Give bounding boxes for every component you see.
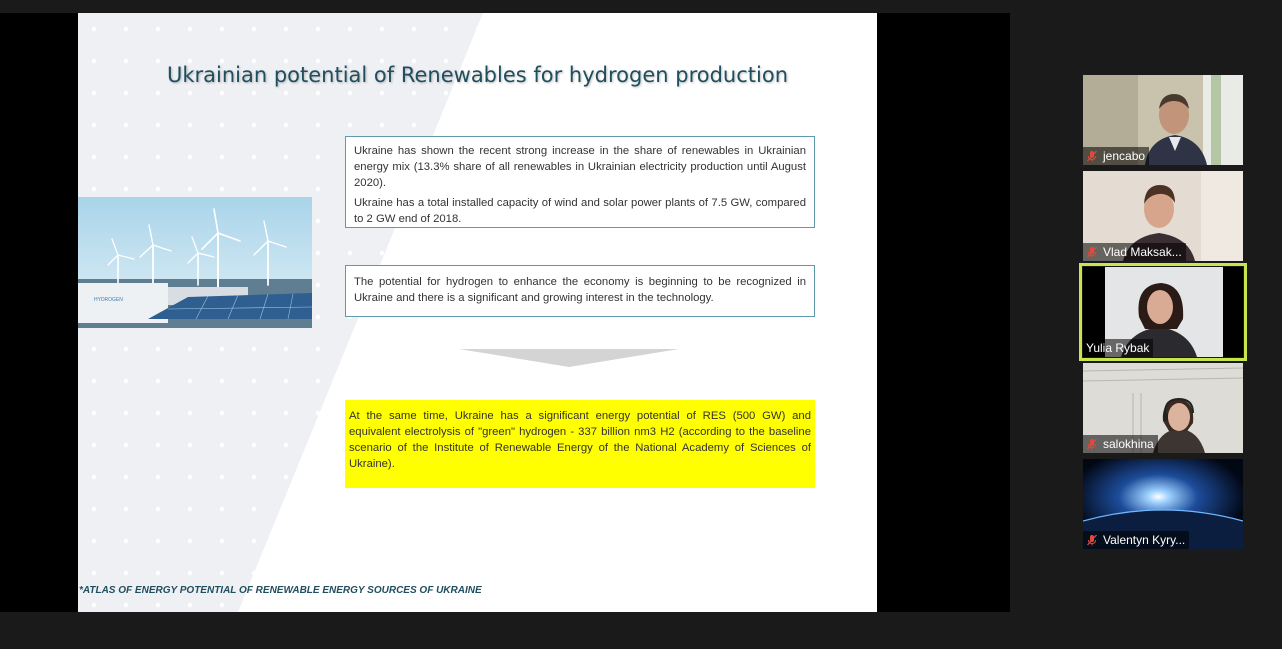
- mic-muted-icon: [1086, 246, 1098, 258]
- slide-title: Ukrainian potential of Renewables for hydrogen production: [166, 63, 789, 87]
- participant-label: [1083, 147, 1149, 165]
- participant-tile-salokhina[interactable]: [1083, 363, 1243, 453]
- participant-tile-jencabo[interactable]: [1083, 75, 1243, 165]
- participant-tile-yulia-active-speaker[interactable]: [1083, 267, 1243, 357]
- participant-label: [1083, 243, 1186, 261]
- presentation-slide: [78, 13, 877, 612]
- installed-capacity-text: Ukraine has a total installed capacity of wind and solar power plants of 7.5 GW, compared to 2 GW end of 2018.: [354, 197, 806, 225]
- mic-muted-icon: [1086, 534, 1098, 546]
- renewables-photo: [78, 197, 312, 328]
- mic-muted-icon: [1086, 438, 1098, 450]
- participant-name: Yulia Rybak: [1086, 341, 1150, 355]
- participant-tile-valentyn[interactable]: [1083, 459, 1243, 549]
- hydrogen-potential-textbox: [345, 265, 815, 317]
- renewables-share-text: Ukraine has shown the recent strong increase in the share of renewables in Ukrainian energy mix (13.3% share of all renewables in Ukrainian electricity production until August 2020).: [354, 145, 806, 189]
- participant-label: [1083, 531, 1189, 549]
- participant-name: Valentyn Kyry...: [1103, 533, 1186, 547]
- participant-label: [1083, 339, 1153, 357]
- slide-footnote: *ATLAS OF ENERGY POTENTIAL OF RENEWABLE ENERGY SOURCES OF UKRAINE: [79, 585, 482, 596]
- participant-name: salokhina: [1103, 437, 1154, 451]
- participant-name: Vlad Maksak...: [1103, 245, 1182, 259]
- participant-tile-vlad[interactable]: [1083, 171, 1243, 261]
- participant-name: jencabo: [1103, 149, 1146, 163]
- res-potential-highlight: At the same time, Ukraine has a significant energy potential of RES (500 GW) and equivalent electrolysis of "green" hydrogen - 337 billion nm3 H2 (according to the baseline scenario of the Institute of Renewable Energy of the National Academy of Sciences of Ukraine).: [345, 400, 815, 488]
- renewables-growth-textbox: [345, 136, 815, 228]
- participant-label: [1083, 435, 1158, 453]
- hydrogen-potential-text: The potential for hydrogen to enhance the economy is beginning to be recognized in Ukraine and there is a significant and growing interest in the technology.: [354, 276, 806, 304]
- container-label: HYDROGEN: [94, 297, 123, 303]
- down-arrow-icon: [459, 349, 679, 369]
- mic-muted-icon: [1086, 150, 1098, 162]
